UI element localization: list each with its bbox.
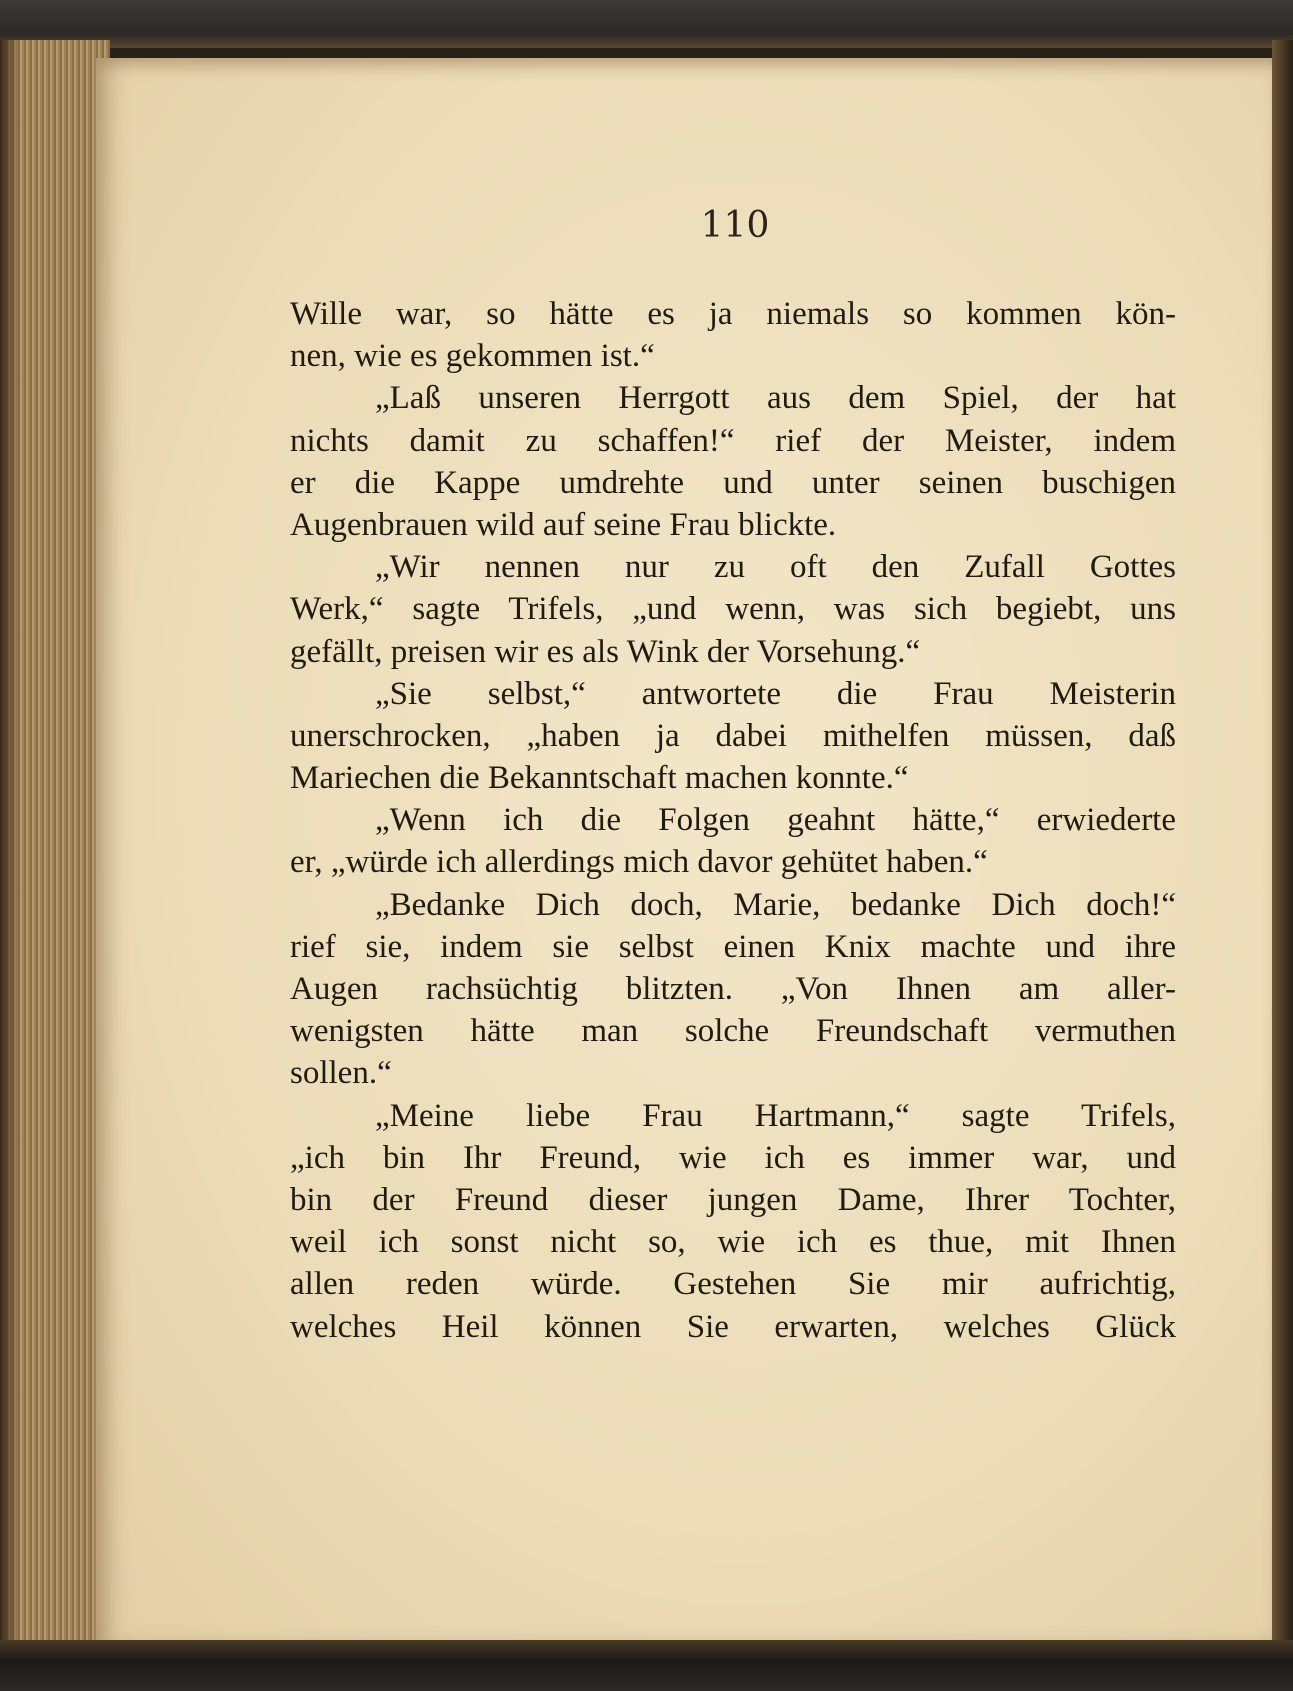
- binding-shadow: [0, 40, 20, 1650]
- book-right-edge: [1272, 40, 1293, 1650]
- book-top-edge: [0, 0, 1293, 48]
- text-line: „Laß unseren Herrgott aus dem Spiel, der hat: [375, 380, 1176, 417]
- text-line: er die Kappe umdrehte und unter seinen buschigen: [290, 464, 1176, 501]
- text-line: sollen.“: [290, 1055, 392, 1092]
- book-bottom-edge: [0, 1640, 1293, 1691]
- text-line: „ich bin Ihr Freund, wie ich es immer war, und: [290, 1139, 1176, 1176]
- text-line: er, „würde ich allerdings mich davor gehütet haben.“: [290, 844, 988, 881]
- text-line: Augenbrauen wild auf seine Frau blickte.: [290, 506, 837, 543]
- page-number: 110: [700, 205, 770, 246]
- text-line: weil ich sonst nicht so, wie ich es thue, mit Ihnen: [290, 1224, 1176, 1261]
- text-line: „Meine liebe Frau Hartmann,“ sagte Trifels,: [375, 1097, 1176, 1134]
- text-line: wenigsten hätte man solche Freundschaft vermuthen: [290, 1013, 1176, 1050]
- text-line: „Bedanke Dich doch, Marie, bedanke Dich doch!“: [375, 886, 1176, 923]
- body-text: [290, 293, 1176, 1348]
- text-line: Augen rachsüchtig blitzten. „Von Ihnen am aller-: [290, 971, 1176, 1007]
- text-line: bin der Freund dieser jungen Dame, Ihrer Tochter,: [290, 1181, 1176, 1218]
- text-line: nichts damit zu schaffen!“ rief der Meister, indem: [290, 422, 1176, 459]
- text-line: Mariechen die Bekanntschaft machen konnte.“: [290, 760, 909, 797]
- text-line: unerschrocken, „haben ja dabei mithelfen müssen, daß: [290, 717, 1176, 754]
- text-line: „Sie selbst,“ antwortete die Frau Meisterin: [375, 675, 1176, 712]
- text-line: allen reden würde. Gestehen Sie mir aufrichtig,: [290, 1266, 1176, 1303]
- text-line: rief sie, indem sie selbst einen Knix machte und ihre: [290, 928, 1176, 965]
- text-line: Wille war, so hätte es ja niemals so kommen kön-: [290, 296, 1176, 332]
- text-line: welches Heil können Sie erwarten, welches Glück: [290, 1308, 1176, 1345]
- text-line: „Wir nennen nur zu oft den Zufall Gottes: [375, 549, 1176, 586]
- text-line: Werk,“ sagte Trifels, „und wenn, was sich begiebt, uns: [290, 591, 1176, 628]
- text-line: „Wenn ich die Folgen geahnt hätte,“ erwiederte: [375, 802, 1176, 839]
- text-line: nen, wie es gekommen ist.“: [290, 338, 655, 375]
- text-line: gefällt, preisen wir es als Wink der Vorsehung.“: [290, 633, 921, 670]
